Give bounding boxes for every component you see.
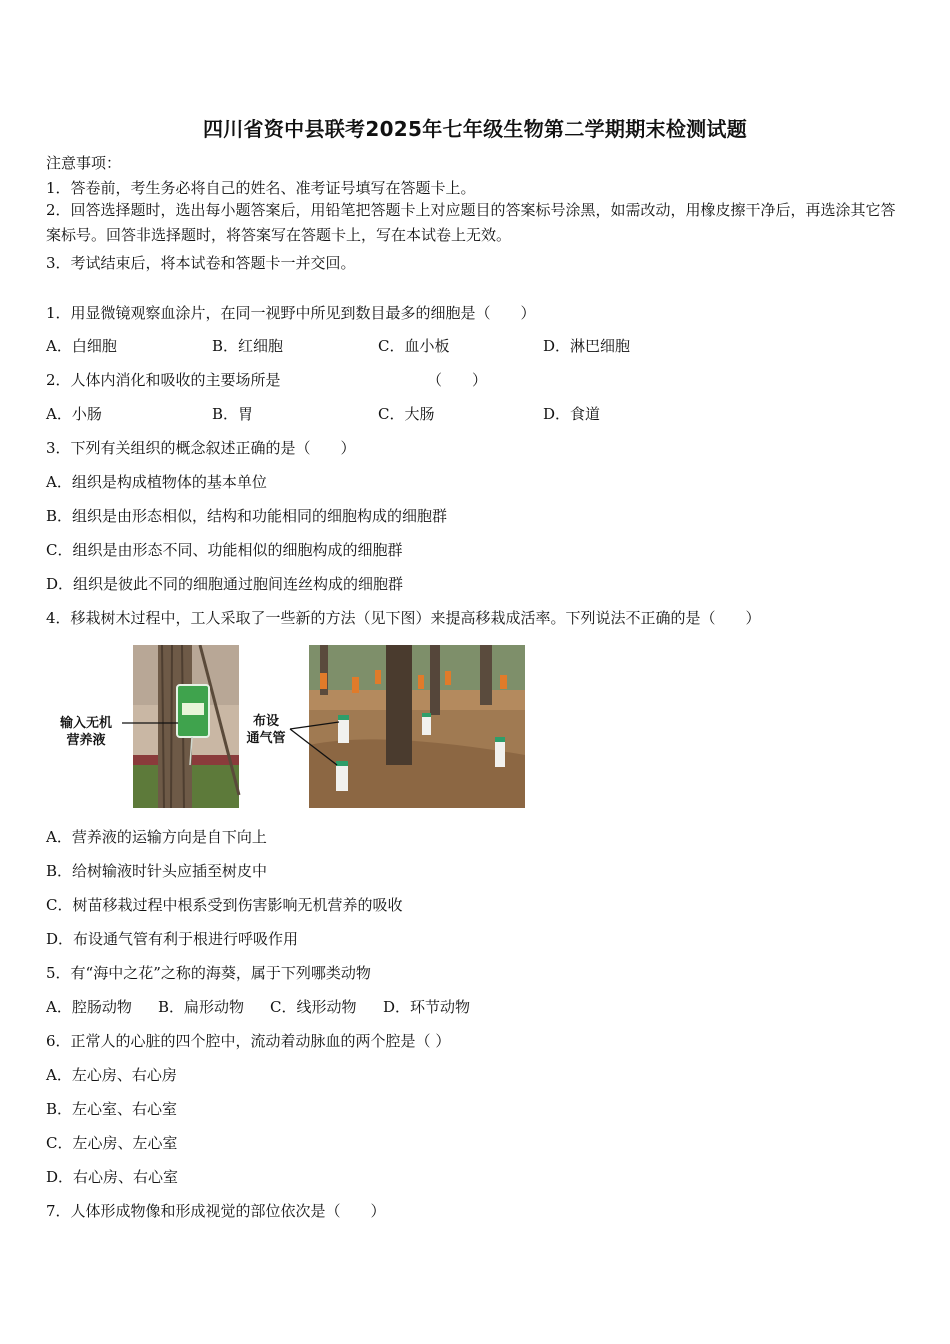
option-a: A．白细胞 [46,337,117,355]
option-b: B．红细胞 [212,337,284,355]
option-b: B．给树输液时针头应插至树皮中 [46,862,268,880]
question-stem: 2．人体内消化和吸收的主要场所是 [46,371,281,389]
option-d: D．淋巴细胞 [543,337,631,355]
photo-vent-pipes [309,645,525,808]
answer-blank: （ ） [427,371,488,389]
question-stem: 7．人体形成物像和形成视觉的部位依次是（ ） [46,1202,386,1220]
option-c: C．大肠 [378,405,435,423]
option-a: A．组织是构成植物体的基本单位 [46,473,267,491]
notice-item: 2．回答选择题时，选出每小题答案后，用铅笔把答题卡上对应题目的答案标号涂黑，如需改动，用橡皮擦干净后，再选涂其它答案标号。回答非选择题时，将答案写在答题卡上，写在本试卷上无效。 [46,201,896,244]
option-c: C．血小板 [378,337,450,355]
option-b: B．胃 [212,405,254,423]
option-d: D．组织是彼此不同的细胞通过胞间连丝构成的细胞群 [46,575,404,593]
option-c: C．线形动物 [270,998,357,1016]
option-d: D．环节动物 [383,998,471,1016]
label-nutrient-line1: 输入无机 [59,716,112,731]
option-a: A．营养液的运输方向是自下向上 [46,828,267,846]
figure-drawing [50,645,530,810]
page-title: 四川省资中县联考2025年七年级生物第二学期期末检测试题 [202,117,748,141]
question-stem: 3．下列有关组织的概念叙述正确的是（ ） [46,439,356,457]
photo-tree-iv [133,645,239,808]
option-d: D．食道 [543,405,601,423]
vent-pipe [422,713,431,735]
tree-transplant-figure [50,645,530,810]
option-b: B．扁形动物 [158,998,245,1016]
option-c: C．左心房、左心室 [46,1134,178,1152]
question-stem: 1．用显微镜观察血涂片，在同一视野中所见到数目最多的细胞是（ ） [46,304,536,322]
vent-pipe [495,737,505,767]
option-a: A．小肠 [46,405,102,423]
notice-item: 1．答卷前，考生务必将自己的姓名、准考证号填写在答题卡上。 [46,179,476,197]
vent-pipe [336,761,348,791]
notice-item: 3．考试结束后，将本试卷和答题卡一并交回。 [46,254,356,272]
option-b: B．左心室、右心室 [46,1100,178,1118]
option-c: C．组织是由形态不同、功能相似的细胞构成的细胞群 [46,541,403,559]
option-d: D．右心房、右心室 [46,1168,179,1186]
label-vent-pipe-line2: 通气管 [246,731,286,746]
label-nutrient-line2: 营养液 [66,733,106,748]
question-stem: 4．移栽树木过程中，工人采取了一些新的方法（见下图）来提高移栽成活率。下列说法不正确的是（ ） [46,609,761,627]
option-a: A．腔肠动物 [46,998,132,1016]
option-c: C．树苗移栽过程中根系受到伤害影响无机营养的吸收 [46,896,403,914]
option-d: D．布设通气管有利于根进行呼吸作用 [46,930,299,948]
notice-heading: 注意事项： [46,154,122,172]
option-a: A．左心房、右心房 [46,1066,177,1084]
question-stem: 6．正常人的心脏的四个腔中，流动着动脉血的两个腔是（ ） [46,1032,451,1050]
question-stem: 5．有“海中之花”之称的海葵，属于下列哪类动物 [46,964,371,982]
vent-pipe [338,715,349,743]
label-vent-pipe-line1: 布设 [252,714,279,729]
option-b: B．组织是由形态相似，结构和功能相同的细胞构成的细胞群 [46,507,448,525]
